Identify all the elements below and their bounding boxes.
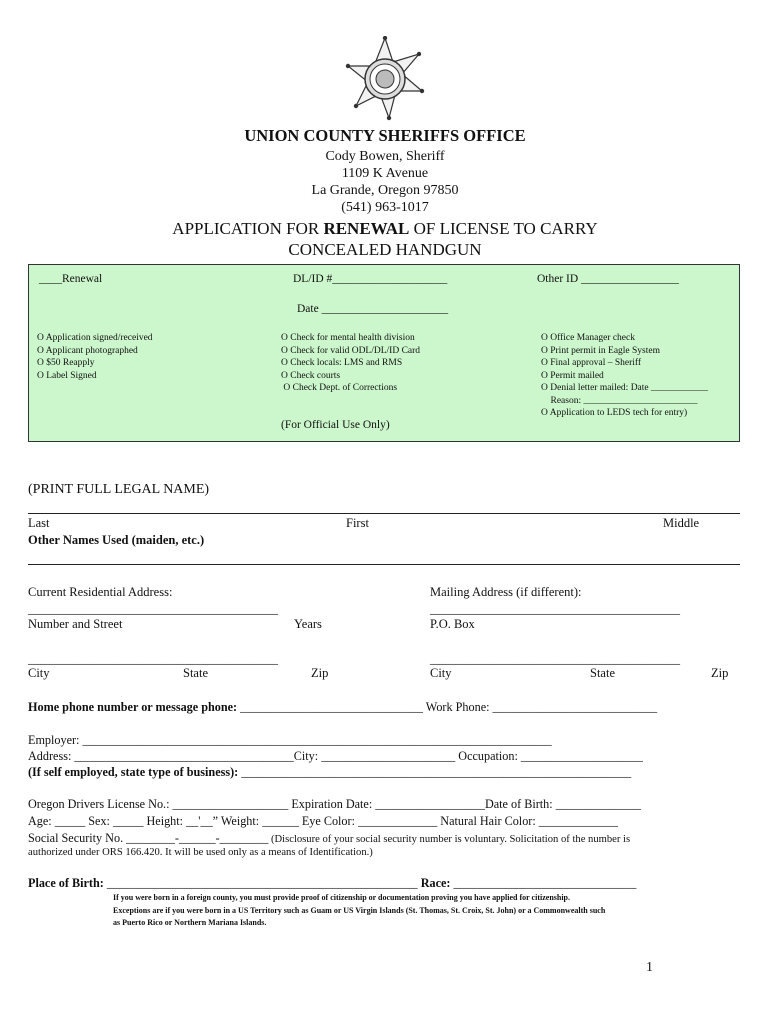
citizenship-note-1: If you were born in a foreign county, you must provide proof of citizenship or documentation proving you have applied for citizenship. [113,893,570,902]
years-label: Years [294,617,322,631]
number-street-label: Number and Street [28,617,123,631]
mailing-street-line[interactable]: ________________________________________ [430,602,680,616]
self-employed-blank: ________________________________________________________________ [238,765,632,779]
official-use-box [28,264,740,442]
place-of-birth-label: Place of Birth: [28,876,104,890]
birth-line[interactable] [28,876,636,891]
employer-city-occupation: City: ______________________ Occupation: ____________________ [293,749,643,763]
sheriff-star-badge-icon [342,36,428,122]
race-blank: ______________________________ [450,876,637,890]
self-employed-line[interactable] [28,765,631,780]
dlid-field[interactable]: DL/ID #____________________ [293,273,448,285]
check-item[interactable]: O Check for mental health division [281,333,415,343]
first-name-label: First [346,516,369,530]
race-label: Race: [420,876,451,890]
check-item[interactable]: Reason: ________________________ [541,395,698,406]
mailing-zip-label: Zip [711,666,729,680]
other-id-field[interactable]: Other ID _________________ [537,273,679,285]
title-renewal: RENEWAL [323,219,410,238]
other-names-line[interactable] [28,564,740,565]
check-item[interactable]: O Applicant photographed [37,345,138,356]
other-names-label: Other Names Used (maiden, etc.) [28,533,205,547]
citizenship-note-2: Exceptions are if you were born in a US Territory such as Guam or US Virgin Islands (St. Thomas, St. Croix, St. John) or a Commonwealth such [113,906,606,915]
employer-address-line[interactable] [28,749,643,764]
title-pre: APPLICATION FOR [172,219,324,238]
check-item[interactable]: O Application to LEDS tech for entry) [541,408,688,418]
mailing-state-label: State [590,666,615,680]
mailing-address-label: Mailing Address (if different): [430,585,582,599]
check-item[interactable]: O Permit mailed [541,370,604,381]
form-title-line2: CONCEALED HANDGUN [288,240,482,259]
title-post: OF LICENSE TO CARRY [409,219,598,238]
checklist-col1 [37,332,153,382]
mailing-city-line[interactable]: ________________________________________ [430,652,680,666]
employer-address: Address: ____________________________________ [28,749,294,763]
sheriff-name: Cody Bowen, Sheriff [325,149,445,164]
ssn-authorization: authorized under ORS 166.420. It will be used only as a means of Identification.) [28,847,373,858]
self-employed-label: (If self employed, state type of business): [28,765,239,779]
page-number: 1 [646,960,653,975]
citizenship-note-3: as Puerto Rico or Northern Mariana Islands. [113,918,267,927]
legal-name-heading: (PRINT FULL LEGAL NAME) [28,482,210,497]
ssn-line[interactable] [28,831,630,846]
home-phone-label: Home phone number or message phone: [28,700,238,714]
form-title [0,219,770,239]
check-item[interactable]: O Denial letter mailed: Date ____________ [541,383,708,393]
license-line[interactable]: Oregon Drivers License No.: ___________________ Expiration Date: __________________Date of Birth: ______________ [28,797,642,811]
official-use-label: (For Official Use Only) [281,419,390,431]
check-item[interactable]: O Office Manager check [541,333,635,343]
residential-street-line[interactable]: ________________________________________ [28,602,278,616]
street-address: 1109 K Avenue [341,166,429,181]
check-item[interactable]: O Application signed/received [37,333,153,343]
check-item[interactable]: O Check for valid ODL/DL/ID Card [281,345,421,356]
ssn-disclosure: (Disclosure of your social security number is voluntary. Solicitation of the number is [268,834,631,845]
city-address: La Grande, Oregon 97850 [311,183,459,198]
phone-line[interactable] [28,700,657,715]
po-box-label: P.O. Box [430,617,475,631]
middle-name-label: Middle [663,516,700,530]
date-field[interactable]: Date ______________________ [297,303,449,315]
renewal-field[interactable]: ____Renewal [39,273,103,285]
residential-city-label: City [28,666,50,680]
physical-description-line[interactable]: Age: _____ Sex: _____ Height: __'__” Weight: ______ Eye Color: _____________ Natural Hair Color: _____________ [28,814,618,828]
check-item[interactable]: O Check courts [281,370,341,381]
residential-state-label: State [183,666,208,680]
place-of-birth-blank: ___________________________________________________ [103,876,421,890]
check-item[interactable]: O Label Signed [37,370,97,381]
residential-city-line[interactable]: ________________________________________ [28,652,278,666]
residential-zip-label: Zip [311,666,329,680]
phone-blanks: ______________________________ Work Phone: ___________________________ [237,700,658,714]
office-name: UNION COUNTY SHERIFFS OFFICE [244,126,526,145]
checklist-col2 [281,332,420,395]
last-name-label: Last [28,516,50,530]
checklist-col3 [541,332,708,420]
office-phone: (541) 963-1017 [341,200,429,215]
check-item[interactable]: O Check locals: LMS and RMS [281,358,403,368]
mailing-city-label: City [430,666,452,680]
check-item[interactable]: O Print permit in Eagle System [541,345,661,356]
ssn-field: Social Security No. ________-______-________ [28,831,269,845]
residential-address-label: Current Residential Address: [28,585,173,599]
name-line[interactable] [28,513,740,514]
check-item[interactable]: O Check Dept. of Corrections [281,383,398,393]
check-item[interactable]: O $50 Reapply [37,358,95,368]
employer-line[interactable]: Employer: _____________________________________________________________________________ [28,733,552,747]
check-item[interactable]: O Final approval – Sheriff [541,358,642,368]
